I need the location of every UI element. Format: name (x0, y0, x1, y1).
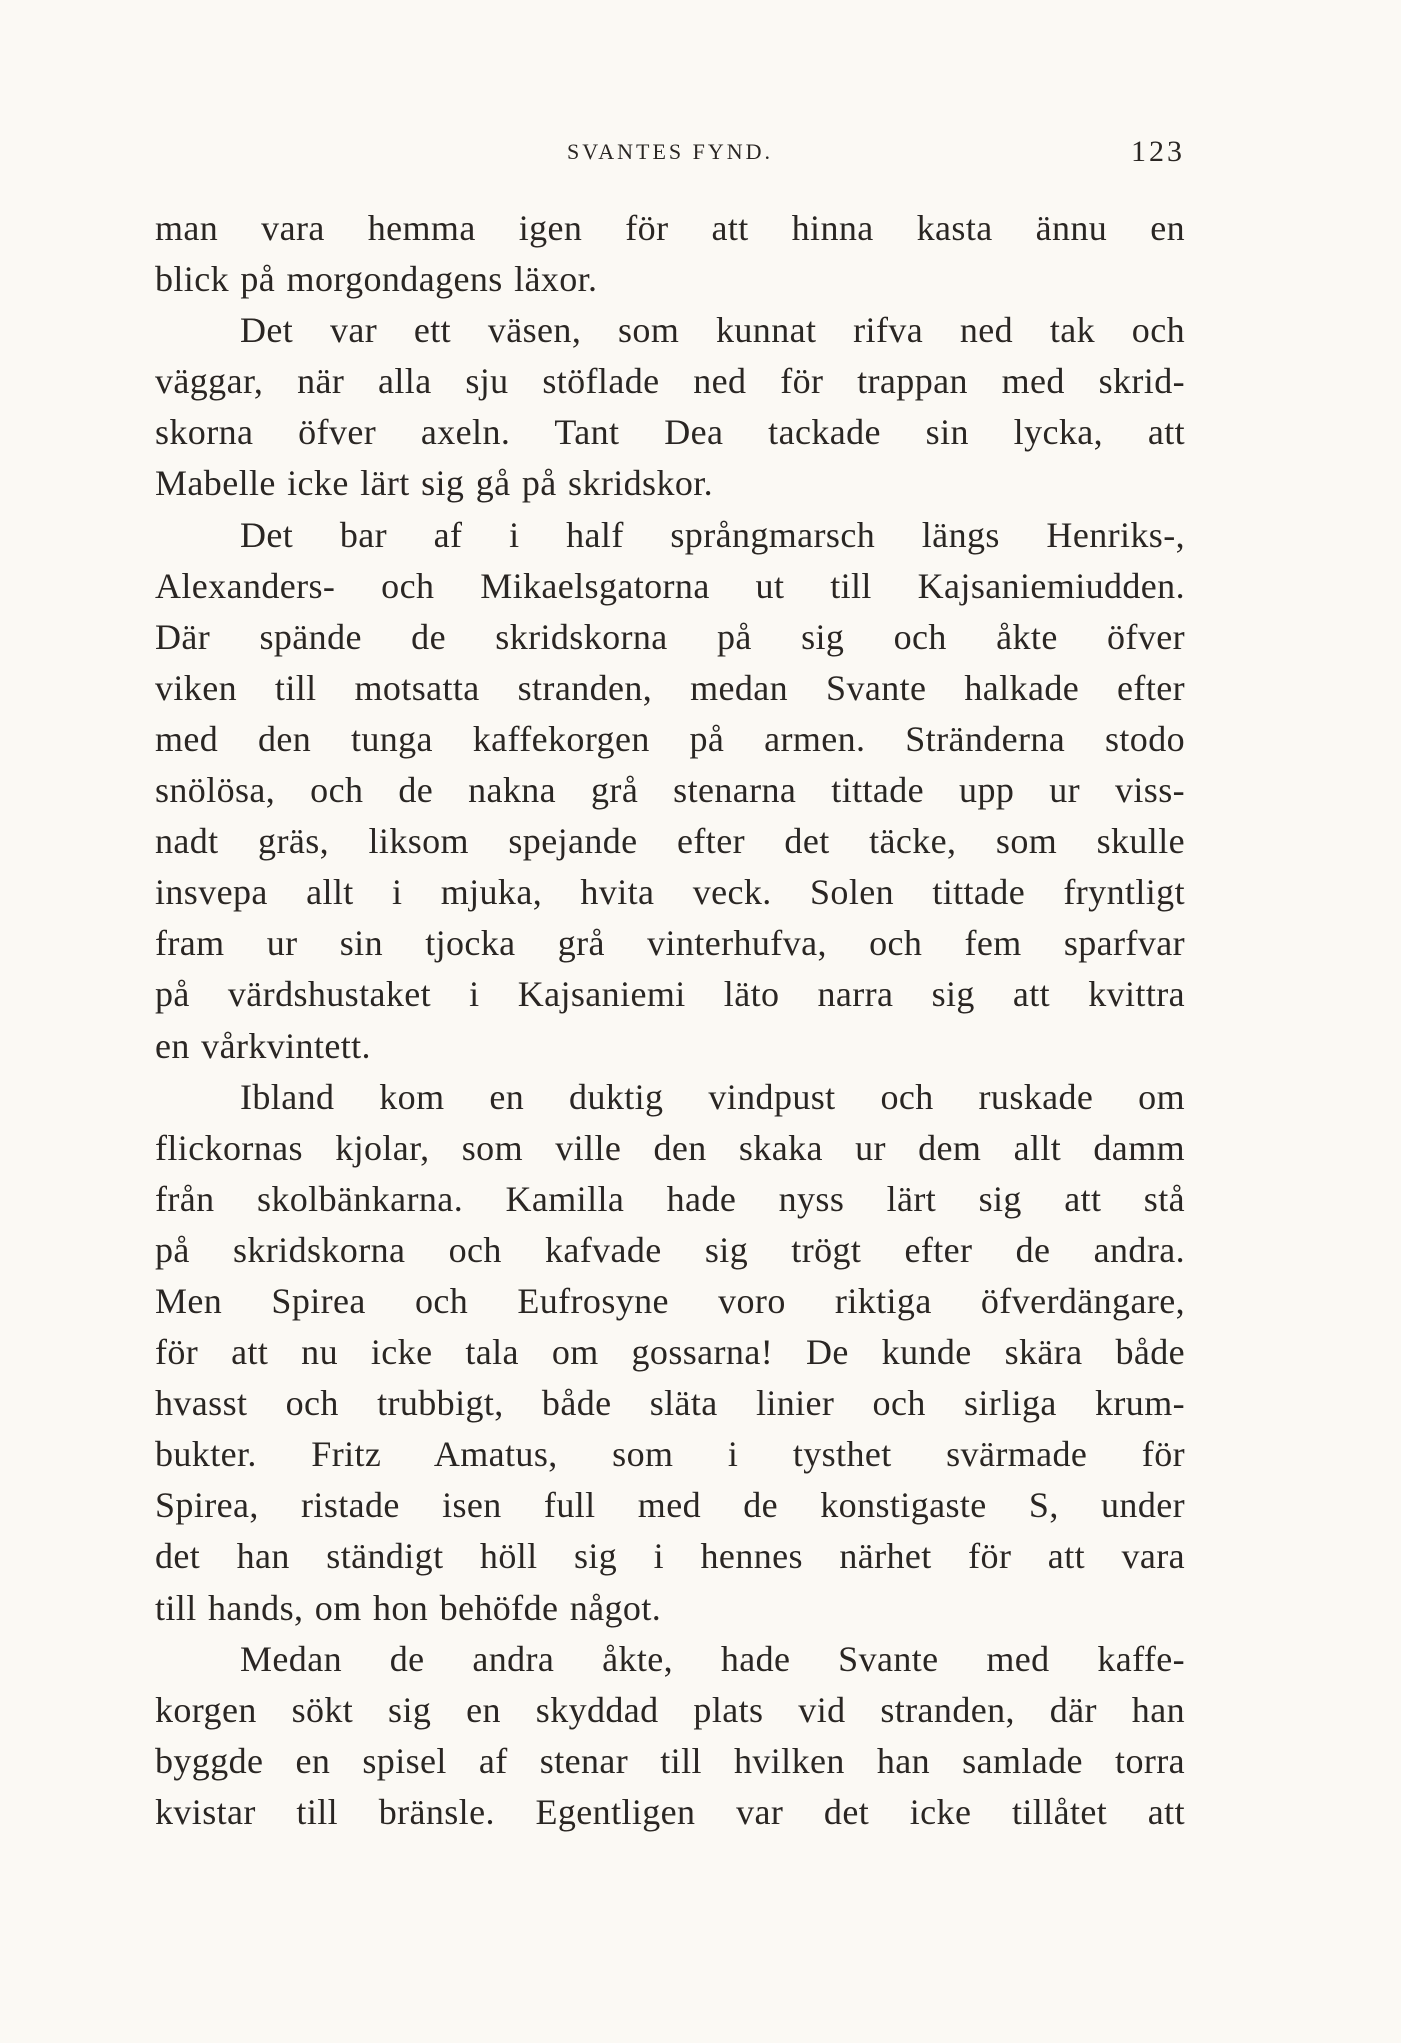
text-line: flickornas kjolar, som ville den skaka ur dem allt damm (155, 1127, 1185, 1168)
running-head (155, 134, 1185, 170)
text-line: Det bar af i half språngmarsch längs Henriks-, (240, 514, 1185, 555)
text-line: fram ur sin tjocka grå vinterhufva, och fem sparfvar (155, 923, 1185, 964)
text-line: hvasst och trubbigt, både släta linier och sirliga krum- (155, 1383, 1185, 1424)
text-line: blick på morgondagens läxor. (155, 259, 598, 300)
text-line: från skolbänkarna. Kamilla hade nyss lärt sig att stå (155, 1178, 1185, 1219)
text-line: insvepa allt i mjuka, hvita veck. Solen tittade fryntligt (155, 872, 1185, 913)
text-line: kvistar till bränsle. Egentligen var det icke tillåtet att (155, 1791, 1185, 1832)
text-line: nadt gräs, liksom spejande efter det täcke, som skulle (155, 821, 1185, 862)
text-line: snölösa, och de nakna grå stenarna tittade upp ur viss- (155, 770, 1185, 811)
text-line: en vårkvintett. (155, 1025, 371, 1066)
text-line: det han ständigt höll sig i hennes närhet för att vara (155, 1536, 1185, 1577)
text-line: bukter. Fritz Amatus, som i tysthet svärmade för (155, 1434, 1185, 1475)
text-line: Spirea, ristade isen full med de konstigaste S, under (155, 1485, 1185, 1526)
text-line: korgen sökt sig en skyddad plats vid stranden, där han (155, 1689, 1185, 1730)
text-line: Det var ett väsen, som kunnat rifva ned tak och (240, 310, 1185, 351)
text-line: till hands, om hon behöfde något. (155, 1587, 662, 1628)
text-line: Där spände de skridskorna på sig och åkte öfver (155, 616, 1185, 657)
body-text (155, 203, 1185, 1838)
page-number: 123 (1131, 135, 1185, 168)
text-line: byggde en spisel af stenar till hvilken han samlade torra (155, 1740, 1185, 1781)
text-line: Ibland kom en duktig vindpust och ruskade om (240, 1076, 1185, 1117)
text-line: på värdshustaket i Kajsaniemi läto narra sig att kvittra (155, 974, 1185, 1015)
text-line: viken till motsatta stranden, medan Svante halkade efter (155, 667, 1185, 708)
text-line: Medan de andra åkte, hade Svante med kaffe- (240, 1638, 1185, 1679)
running-title: SVANTES FYND. (566, 139, 774, 164)
text-line: man vara hemma igen för att hinna kasta ännu en (155, 208, 1185, 248)
text-line: Mabelle icke lärt sig gå på skridskor. (155, 463, 714, 504)
text-line: Alexanders- och Mikaelsgatorna ut till Kajsaniemiudden. (155, 565, 1185, 606)
text-line: Men Spirea och Eufrosyne voro riktiga öfverdängare, (155, 1280, 1185, 1321)
text-line: skorna öfver axeln. Tant Dea tackade sin lycka, att (155, 412, 1185, 453)
text-line: för att nu icke tala om gossarna! De kunde skära både (155, 1332, 1185, 1373)
text-line: väggar, när alla sju stöflade ned för trappan med skrid- (155, 361, 1185, 402)
text-line: på skridskorna och kafvade sig trögt efter de andra. (155, 1229, 1185, 1270)
text-line: med den tunga kaffekorgen på armen. Stränderna stodo (155, 718, 1185, 759)
